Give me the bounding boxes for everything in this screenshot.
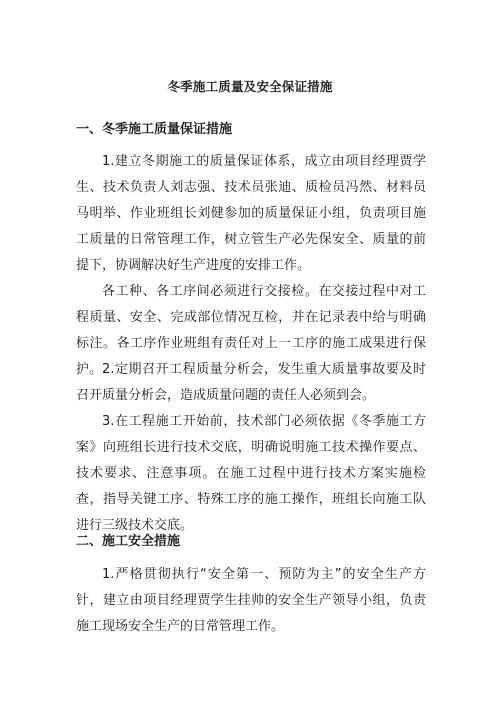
paragraph-quality-system: 1.建立冬期施工的质量保证体系，成立由项目经理贾学生、技术负责人刘志强、技术员张迪、质检员冯然、材料员马明举、作业班组长刘健参加的质量保证小组，负责项目施工质量的日常管理工作，树立管生产必先保安全、质量的前提下，协调解决好生产进度的安排工作。 — [76, 154, 426, 273]
paragraph-technical-briefing: 3.在工程施工开始前，技术部门必须依据《冬季施工方案》向班组长进行技术交底，明确说明施工技术操作要点、技术要求、注意事项。在施工过程中进行技术方案实施检查，指导关键工序、特殊工序的施工操作，班组长向施工队进行三级技术交底。 — [76, 414, 426, 533]
document-title: 冬季施工质量及安全保证措施 — [167, 79, 333, 94]
section-heading-quality: 一、冬季施工质量保证措施 — [76, 122, 233, 137]
section-heading-safety: 二、施工安全措施 — [76, 534, 181, 549]
paragraph-quality-meeting: 2.定期召开工程质量分析会，发生重大质量事故要及时召开质量分析会，造成质量问题的责任人必须到会。 — [76, 362, 426, 403]
paragraph-handover-inspection: 各工种、各工序间必须进行交接检。在交接过程中对工程质量、安全、完成部位情况互检，并在记录表中给与明确标注。各工序作业班组有责任对上一工序的施工成果进行保护。 — [76, 284, 426, 377]
paragraph-safety-policy: 1.严格贯彻执行“安全第一、预防为主”的安全生产方针，建立由项目经理贾学生挂帅的安全生产领导小组，负责施工现场安全生产的日常管理工作。 — [76, 567, 426, 634]
